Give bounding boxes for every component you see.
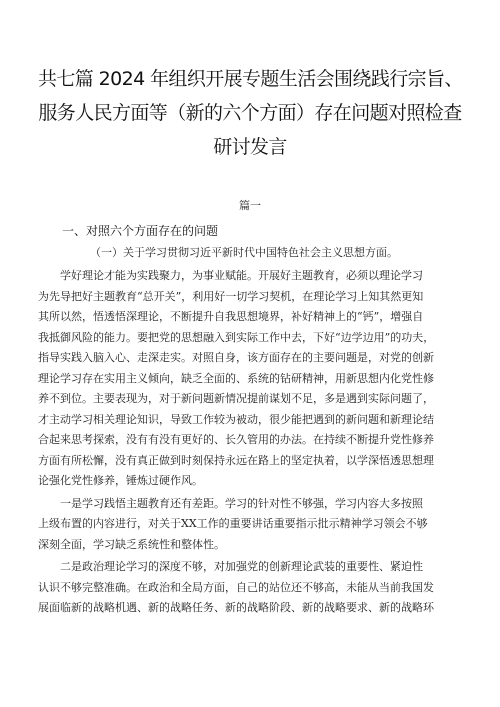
paragraph-line: 才主动学习相关理论知识，导致工作较为被动，很少能把遇到的新问题和新理论结 (38, 412, 434, 426)
body-paragraph (38, 557, 462, 619)
document-title (38, 62, 462, 164)
title-line-1: 共七篇 2024 年组织开展专题生活会围绕践行宗旨、 (38, 68, 463, 90)
paragraph-line: 深刻全面，学习缺乏系统性和整体性。 (38, 537, 225, 551)
article-number-heading: 篇一 (239, 199, 261, 212)
body-paragraph (38, 494, 462, 556)
paragraph-line: 指导实践入脑入心、走深走实。对照自身，该方面存在的主要问题是，对党的创新 (38, 351, 434, 364)
paragraph-line: 二是政治理论学习的深度不够，对加强党的创新理论武装的重要性、紧迫性 (60, 560, 423, 573)
paragraph-line: 为先导把好主题教育“总开关”，利用好一切学习契机，在理论学习上知其然更知 (38, 289, 424, 303)
body-paragraph (38, 266, 462, 492)
paragraph-line: 一是学习践悟主题教育还有差距。学习的针对性不够强，学习内容大多按照 (60, 496, 423, 510)
paragraph-line: 其所以然，悟透悟深理论，不断提升自我思想境界，补好精神上的“钙”，增强自 (38, 310, 424, 323)
sub-section-heading: （一）关于学习贯彻习近平新时代中国特色社会主义思想方面。 (90, 246, 398, 259)
paragraph-line: 论强化党性修养，锤炼过硬作风。 (38, 474, 203, 487)
paragraph-line: 理论学习存在实用主义倾向，缺乏全面的、系统的钻研精神，用新思想内化党性修 (38, 371, 434, 385)
paragraph-line: 上级布置的内容进行，对关于XX工作的重要讲话重要指示批示精神学习领会不够 (38, 517, 428, 530)
title-line-3: 研讨发言 (213, 136, 287, 158)
paragraph-line: 展面临新的战略机遇、新的战略任务、新的战略阶段、新的战略要求、新的战略环 (38, 601, 434, 614)
section-heading: 一、对照六个方面存在的问题 (62, 224, 219, 238)
paragraph-line: 合起来思考探索，没有有没有更好的、长久管用的办法。在持续不断提升党性修养 (38, 433, 434, 446)
paragraph-line: 养不到位。主要表现为，对于新问题新情况提前谋划不足，多是遇到实际问题了， (38, 392, 434, 405)
paragraph-line: 学好理论才能为实践聚力，为事业赋能。开展好主题教育，必须以理论学习 (60, 269, 423, 282)
title-line-2: 服务人民方面等（新的六个方面）存在问题对照检查 (38, 102, 462, 124)
paragraph-line: 我抵御风险的能力。要把党的思想融入到实际工作中去，下好“边学边用”的功夫， (38, 330, 435, 344)
paragraph-line: 方面有所松懈，没有真正做到时刻保持永远在路上的坚定执着，以学深悟透思想理 (38, 453, 434, 467)
paragraph-line: 认识不够完整准确。在政治和全局方面，自己的站位还不够高，未能从当前我国发 (38, 580, 434, 594)
